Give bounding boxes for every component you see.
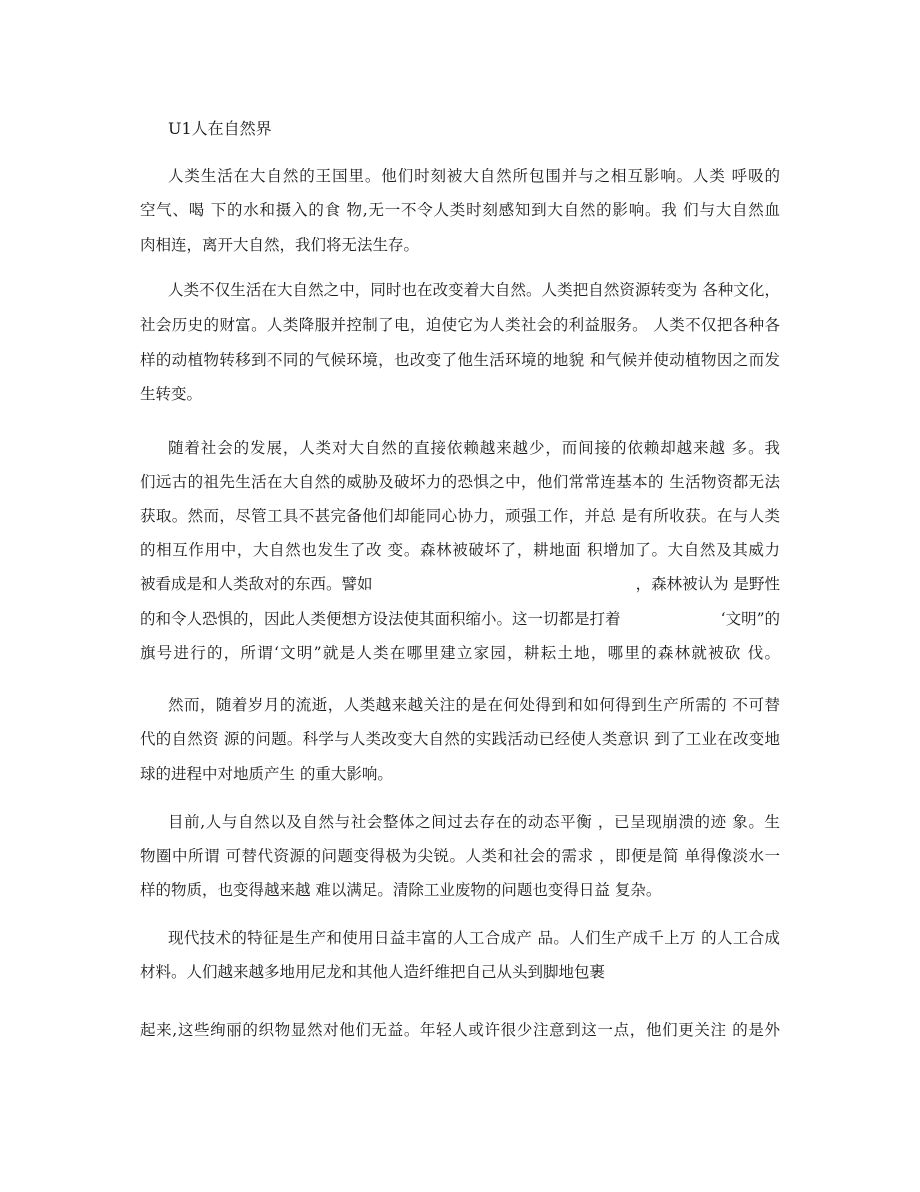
paragraph-2-line: [140, 384, 780, 404]
line-text: 肉相连，离开大自然，我们将无法生存。: [140, 236, 420, 254]
line-text: 空气、喝 下的水和摄入的食 物,无一不令人类时刻感知到大自然的影响。我 们与大自然血: [140, 201, 780, 219]
line-text: 材料。人们越来越多地用尼龙和其他人造纤维把自己从头到脚地包裹: [140, 963, 606, 981]
paragraph-3-line: [140, 540, 780, 560]
paragraph-5-line: [140, 880, 780, 900]
paragraph-5-line: [140, 846, 780, 866]
paragraph-2-line: [140, 350, 780, 370]
line-text: 获取。然而，尽管工具不甚完备他们却能同心协力，顽强工作，并总 是有所收获。在与人类: [140, 507, 780, 525]
line-text: 旗号进行的，所谓‘文明”就是人类在哪里建立家园，耕耘土地，哪里的森林就被砍 伐。: [140, 644, 780, 662]
line-text: 样的物质，也变得越来越 难以满足。清除工业废物的问题也变得日益 复杂。: [140, 881, 662, 899]
line-text: 社会历史的财富。人类降服并控制了电，迫使它为人类社会的利益服务。 人类不仅把各种各: [140, 316, 780, 334]
line-text: 人类生活在大自然的王国里。他们时刻被大自然所包围并与之相互影响。人类 呼吸的: [168, 167, 780, 185]
paragraph-2-line: [140, 315, 780, 335]
line-text: 的相互作用中，大自然也发生了改 变。森林被破坏了，耕地面 积增加了。大自然及其威力: [140, 541, 780, 559]
paragraph-3-line: [140, 506, 780, 526]
line-text: 代的自然资 源的问题。科学与人类改变大自然的实践活动已经使人类意识 到了工业在改变地: [140, 730, 780, 748]
paragraph-4-line: [140, 764, 780, 784]
line-text: 球的进程中对地质产生 的重大影响。: [140, 765, 393, 783]
paragraph-1-line: [140, 200, 780, 220]
paragraph-3-line: [140, 609, 780, 629]
paragraph-1-line: [168, 166, 780, 186]
paragraph-1-line: [140, 235, 780, 255]
line-text: 物圈中所谓 可替代资源的问题变得极为尖锐。人类和社会的需求 ，即便是简 单得像淡水一: [140, 847, 780, 865]
line-tail-text: ，森林被认为 是野性: [635, 575, 780, 593]
paragraph-4-line: [140, 729, 780, 749]
line-text: 现代技术的特征是生产和使用日益丰富的人工合成产 品。人们生产成千上万 的人工合成: [168, 929, 780, 947]
line-text: 起来,这些绚丽的织物显然对他们无益。年轻人或许很少注意到这一点，他们更关注 的是外: [140, 1021, 780, 1039]
line-text: 样的动植物转移到不同的气候环境，也改变了他生活环境的地貌 和气候并使动植物因之而发: [140, 351, 780, 369]
paragraph-3-line: [140, 574, 780, 594]
line-text: 然而，随着岁月的流逝，人类越来越关注的是在何处得到和如何得到生产所需的 不可替: [168, 696, 780, 714]
paragraph-3-line: [168, 438, 780, 458]
line-tail-text: ‘文明”的: [720, 610, 780, 628]
line-text: 的和令人恐惧的，因此人类便想方设法使其面积缩小。这一切都是打着: [140, 610, 621, 628]
paragraph-7-line: [140, 1020, 780, 1040]
line-text: 目前,人与自然以及自然与社会整体之间过去存在的动态平衡 ，已呈现崩溃的迹 象。生: [168, 813, 780, 831]
paragraph-3-line: [140, 643, 780, 663]
paragraph-6-line: [140, 962, 780, 982]
line-text: 随着社会的发展，人类对大自然的直接依赖越来越少，而间接的依赖却越来越 多。我: [168, 439, 780, 457]
paragraph-4-line: [168, 695, 780, 715]
paragraph-5-line: [168, 812, 780, 832]
paragraph-3-line: [140, 472, 780, 492]
line-text: 人类不仅生活在大自然之中，同时也在改变着大自然。人类把自然资源转变为 各种文化，: [168, 281, 780, 299]
line-text: 生转变。: [140, 385, 203, 403]
document-title: U1人在自然界: [168, 119, 272, 138]
line-text: 被看成是和人类敌对的东西。譬如: [140, 575, 373, 593]
line-text: 们远古的祖先生活在大自然的威胁及破坏力的恐惧之中，他们常常连基本的 生活物资都无法: [140, 473, 780, 491]
paragraph-2-line: [168, 280, 780, 300]
paragraph-6-line: [168, 928, 780, 948]
